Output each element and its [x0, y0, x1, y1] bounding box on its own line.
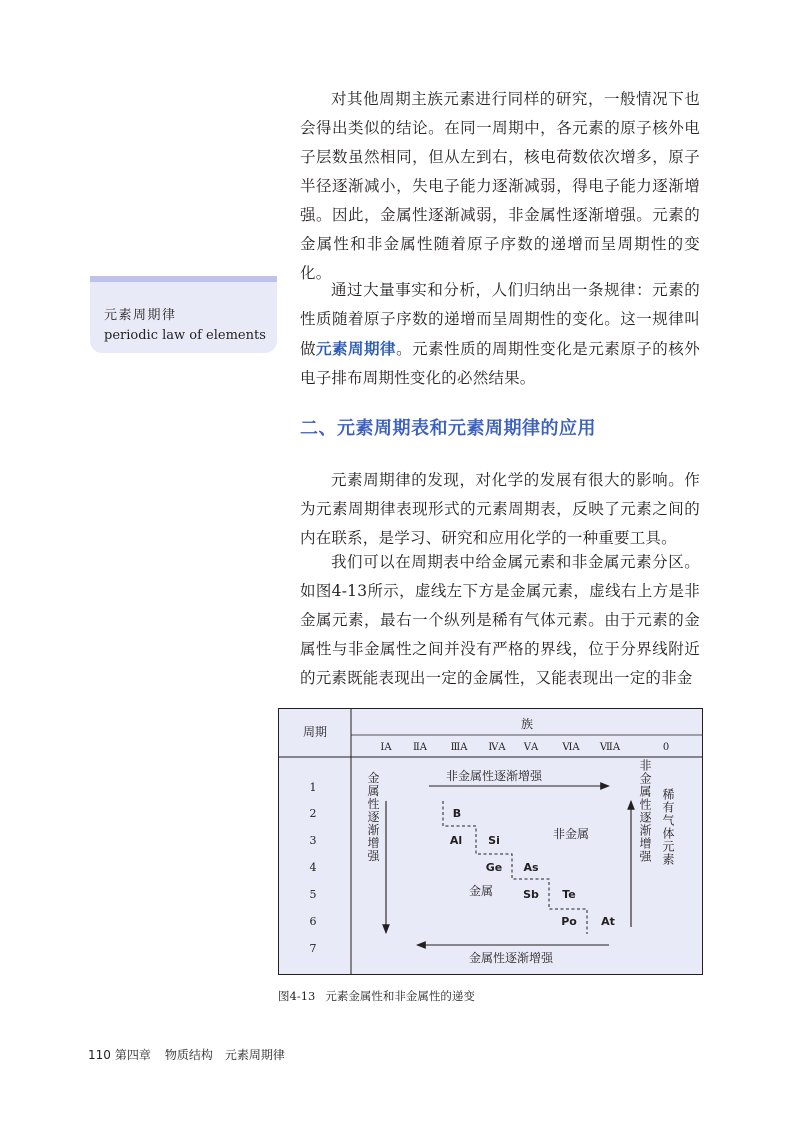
p2-text-before: 通过大量事实和分析，人们归纳出一条规律：元素的性质随着原子序数的递增而呈周期性的变化。这一规律叫做	[300, 281, 700, 358]
paragraph-table-importance: 元素周期律的发现，对化学的发展有很大的影响。作为元素周期律表现形式的元素周期表，反映了元素之间的内在联系，是学习、研究和应用化学的一种重要工具。	[300, 471, 700, 547]
paragraph-periodic-trends: 对其他周期主族元素进行同样的研究，一般情况下也会得出类似的结论。在同一周期中，各元素的原子核外电子层数虽然相同，但从左到右，核电荷数依次增多，原子半径逐渐减小，失电子能力逐渐减弱，得电子能力逐渐增强。因此，金属性逐渐减弱，非金属性逐渐增强。元素的金属性和非金属性随着原子序数的递增而呈周期性的变化。	[300, 90, 700, 282]
chapter-number: 第四章	[114, 1048, 151, 1062]
element-symbol: At	[601, 915, 615, 928]
group-label: ⅡA	[412, 742, 428, 753]
chapter-title: 物质结构 元素周期律	[164, 1048, 285, 1062]
group-label: ⅣA	[488, 742, 506, 753]
group-label: ⅥA	[562, 742, 580, 753]
period-number: 2	[309, 807, 317, 820]
period-number: 6	[309, 915, 317, 928]
top-arrow-label: 非金属性逐渐增强	[445, 769, 543, 783]
page-footer	[88, 1046, 285, 1063]
metal-region-label: 金属	[468, 884, 494, 898]
element-symbol: Ge	[485, 861, 503, 874]
group-label: ⅠA	[380, 742, 392, 753]
element-symbol: Sb	[523, 888, 539, 901]
figure-caption-number: 图4-13	[278, 989, 316, 1003]
figure-caption-text: 元素金属性和非金属性的递变	[325, 989, 475, 1003]
p2-text-after: 。元素性质的周期性变化是元素原子的核外电子排布周期性变化的必然结果。	[300, 340, 700, 387]
glossary-sidebar	[90, 276, 277, 353]
group-header: 族	[520, 717, 534, 731]
figure-caption	[278, 988, 475, 1004]
element-symbol: Si	[488, 834, 500, 847]
period-number: 7	[309, 942, 317, 955]
group-label: ⅢA	[450, 742, 468, 753]
period-number: 3	[309, 834, 317, 847]
period-number: 5	[309, 888, 317, 901]
page-number: 110	[88, 1048, 111, 1062]
glossary-term-zh: 元素周期律	[104, 308, 177, 323]
period-number: 1	[309, 781, 317, 794]
element-symbol: Po	[561, 915, 577, 928]
group-label: ⅤA	[523, 742, 539, 753]
element-symbol: Te	[562, 888, 576, 901]
nonmetal-region-label: 非金属	[552, 827, 590, 841]
element-symbol: B	[452, 807, 462, 820]
right-arrow-label: 非金属性逐渐增强	[638, 759, 652, 863]
element-symbol: As	[523, 861, 539, 874]
paragraph-periodic-law	[300, 276, 700, 393]
bottom-arrow-label: 金属性逐渐增强	[468, 951, 554, 965]
left-arrow-label: 金属性逐渐增强	[366, 771, 380, 863]
figure-periodic-table-trends	[278, 708, 703, 975]
glossary-term-en: periodic law of elements	[104, 328, 266, 343]
group-label: 0	[662, 742, 670, 753]
paragraph-metal-nonmetal-zones: 我们可以在周期表中给金属元素和非金属元素分区。如图4-13所示，虚线左下方是金属元素，虚线右上方是非金属元素，最右一个纵列是稀有气体元素。由于元素的金属性与非金属性之间并没有严格的界线，位于分界线附近的元素既能表现出一定的金属性，又能表现出一定的非金	[300, 553, 700, 687]
noble-gas-label: 稀有气体元素	[661, 788, 675, 866]
section-title: 二、元素周期表和元素周期律的应用	[300, 418, 596, 439]
period-number: 4	[309, 861, 317, 874]
keyword-periodic-law: 元素周期律	[316, 339, 397, 358]
element-symbol: Al	[449, 834, 463, 847]
group-label: ⅦA	[599, 742, 621, 753]
period-header: 周期	[302, 725, 328, 739]
